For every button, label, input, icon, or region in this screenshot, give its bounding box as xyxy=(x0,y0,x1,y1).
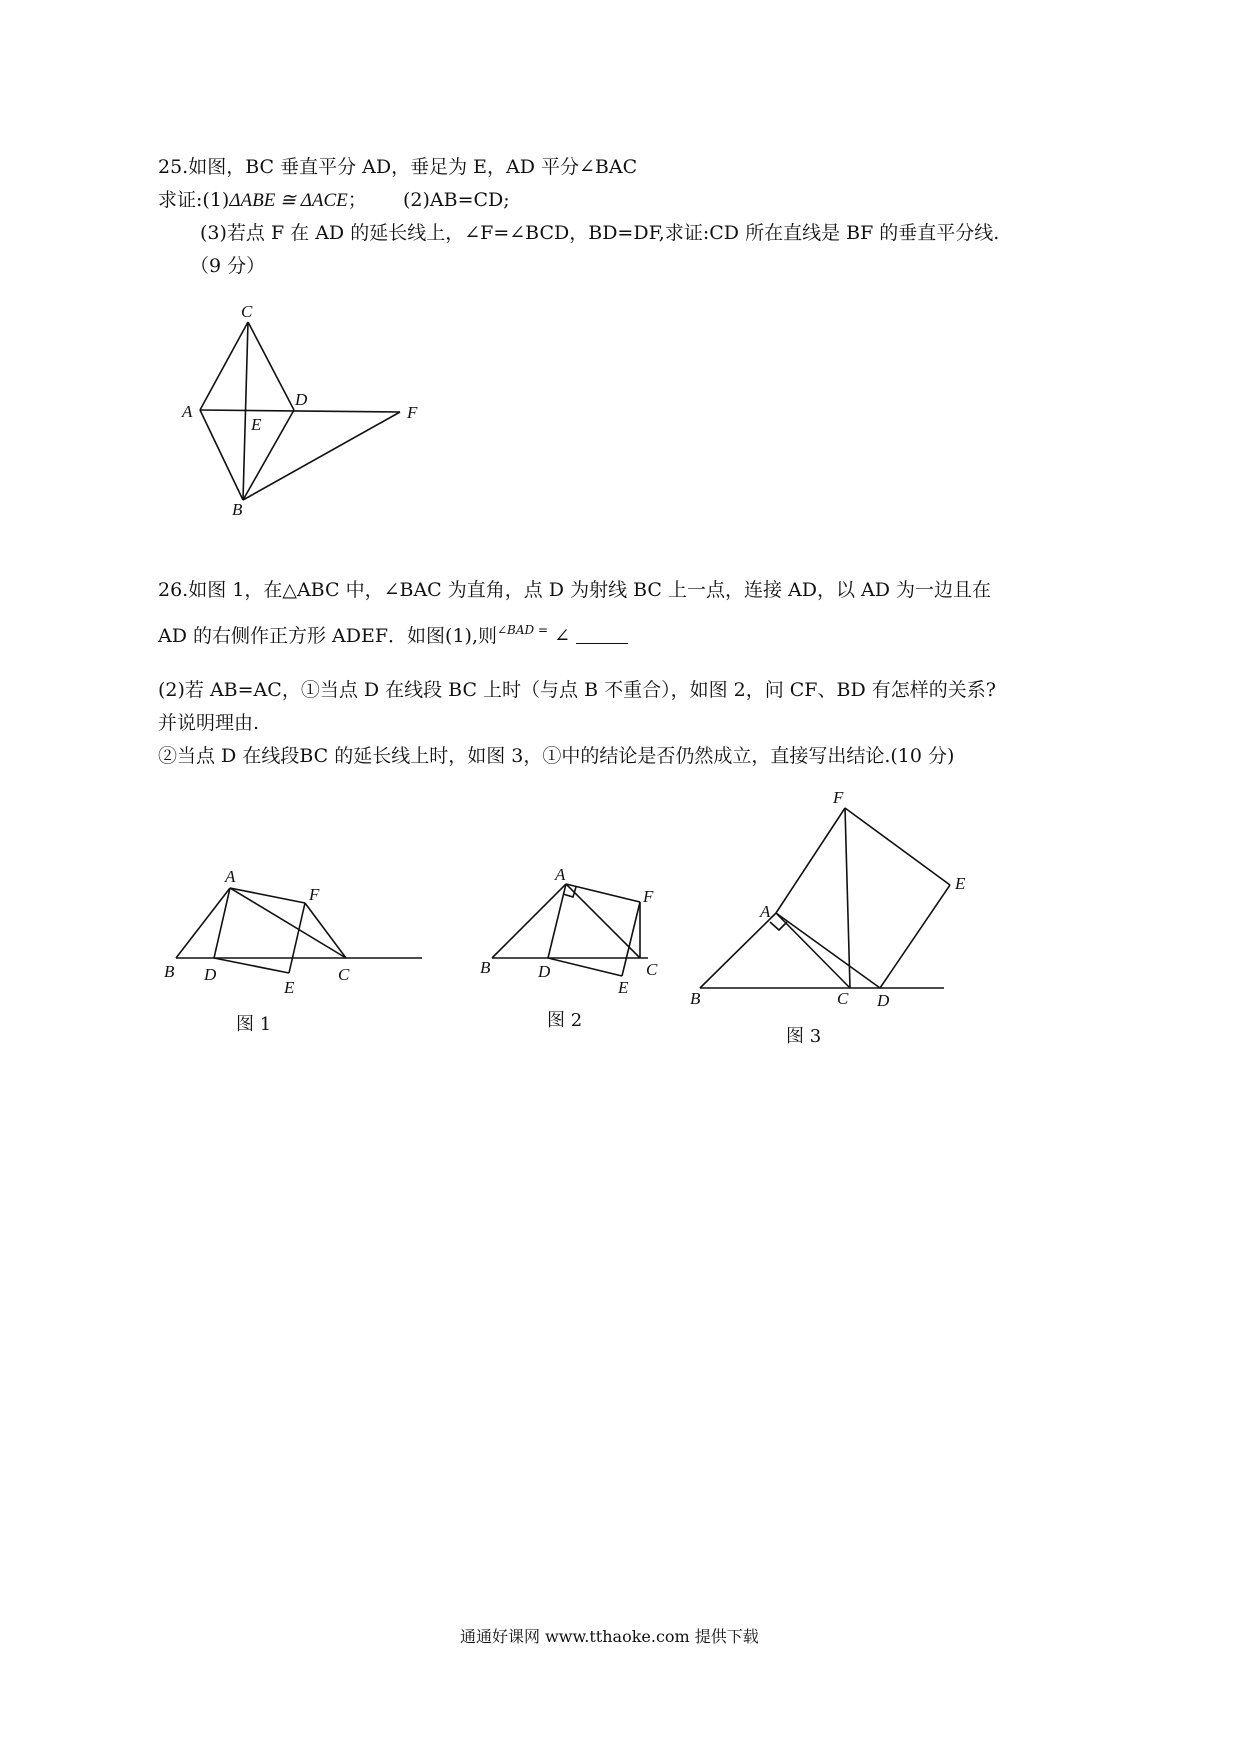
fig2-label-b: B xyxy=(480,958,491,977)
fig2-label-a: A xyxy=(555,865,566,884)
q26-bad-formula: ∠BAD = xyxy=(497,623,549,637)
fig2-segment-fe xyxy=(622,902,640,976)
q26-figure-2 xyxy=(492,884,648,976)
fig3-right-angle-mark xyxy=(770,922,787,930)
fig2-caption: 图 2 xyxy=(547,1010,583,1031)
q26-figure-1 xyxy=(176,888,422,973)
fig3-segment-ed xyxy=(880,885,950,988)
fig2-label-e: E xyxy=(618,978,629,997)
q25-line3: (3)若点 F 在 AD 的延长线上，∠F=∠BCD，BD=DF,求证:CD 所在直线是 BF 的垂直平分线. xyxy=(200,222,1000,244)
q25-line2-prefix: 求证:(1) xyxy=(158,189,230,211)
fig1-label-f: F xyxy=(309,885,320,904)
fig1-segment-ac xyxy=(230,888,346,958)
fig2-segment-ab xyxy=(492,884,566,958)
q26-figure-3 xyxy=(700,808,950,988)
fig3-label-f: F xyxy=(833,788,844,807)
fig1-label-b: B xyxy=(164,962,175,981)
q25-line1: 25.如图，BC 垂直平分 AD，垂足为 E，AD 平分∠BAC xyxy=(158,156,638,178)
q25-line4: （9 分） xyxy=(190,255,266,277)
fig2-segment-af xyxy=(566,884,640,902)
fig1-label-a: A xyxy=(225,867,236,886)
fig1-caption: 图 1 xyxy=(236,1014,272,1035)
q26-angle-symbol: ∠ xyxy=(554,625,570,647)
q25-label-c: C xyxy=(241,302,253,321)
fig2-segment-ad xyxy=(548,884,566,958)
q25-label-b: B xyxy=(232,500,243,519)
fig3-segment-ab xyxy=(700,913,776,988)
fig3-label-c: C xyxy=(837,989,849,1008)
fig1-segment-fc xyxy=(305,903,346,958)
q25-label-f: F xyxy=(407,403,418,422)
q25-congruence-formula: ΔABE ≅ ΔACE xyxy=(229,190,348,211)
footer-credit: 通通好课网 www.tthaoke.com 提供下载 xyxy=(460,1627,759,1646)
q26-line2-prefix: AD 的右侧作正方形 ADEF．如图(1),则 xyxy=(158,625,497,647)
fig1-label-c: C xyxy=(338,965,350,984)
q25-line2-suffix: ； (2)AB=CD; xyxy=(347,189,510,211)
fig1-segment-de xyxy=(214,958,289,973)
fig2-label-f: F xyxy=(643,887,654,906)
q25-label-a: A xyxy=(182,402,193,421)
q26-line5: ②当点 D 在线段BC 的延长线上时，如图 3，①中的结论是否仍然成立，直接写出结论.(10 分) xyxy=(158,745,955,767)
fig3-label-e: E xyxy=(955,874,966,893)
fig3-segment-fe xyxy=(845,808,950,885)
q25-label-d: D xyxy=(295,390,308,409)
fig3-segment-af xyxy=(776,808,845,913)
fig3-label-b: B xyxy=(690,989,701,1008)
fig2-label-c: C xyxy=(646,960,658,979)
fig3-segment-ad xyxy=(776,913,880,988)
fig1-segment-fe xyxy=(289,903,305,973)
fig2-segment-de xyxy=(548,958,622,976)
fig3-segment-ac xyxy=(776,913,850,988)
q26-line3: (2)若 AB=AC，①当点 D 在线段 BC 上时（与点 B 不重合），如图 2，问 CF、BD 有怎样的关系? xyxy=(158,679,996,701)
q26-line4: 并说明理由. xyxy=(158,712,260,734)
q26-line1: 26.如图 1，在△ABC 中，∠BAC 为直角，点 D 为射线 BC 上一点，连接 AD，以 AD 为一边且在 xyxy=(158,579,992,601)
fig1-label-e: E xyxy=(284,978,295,997)
fig3-label-a: A xyxy=(760,902,771,921)
fig3-segment-fc xyxy=(845,808,850,988)
fig2-label-d: D xyxy=(538,962,551,981)
q25-label-e: E xyxy=(251,415,262,434)
fig1-label-d: D xyxy=(204,965,217,984)
fig3-label-d: D xyxy=(877,991,890,1010)
fig3-caption: 图 3 xyxy=(786,1026,822,1047)
